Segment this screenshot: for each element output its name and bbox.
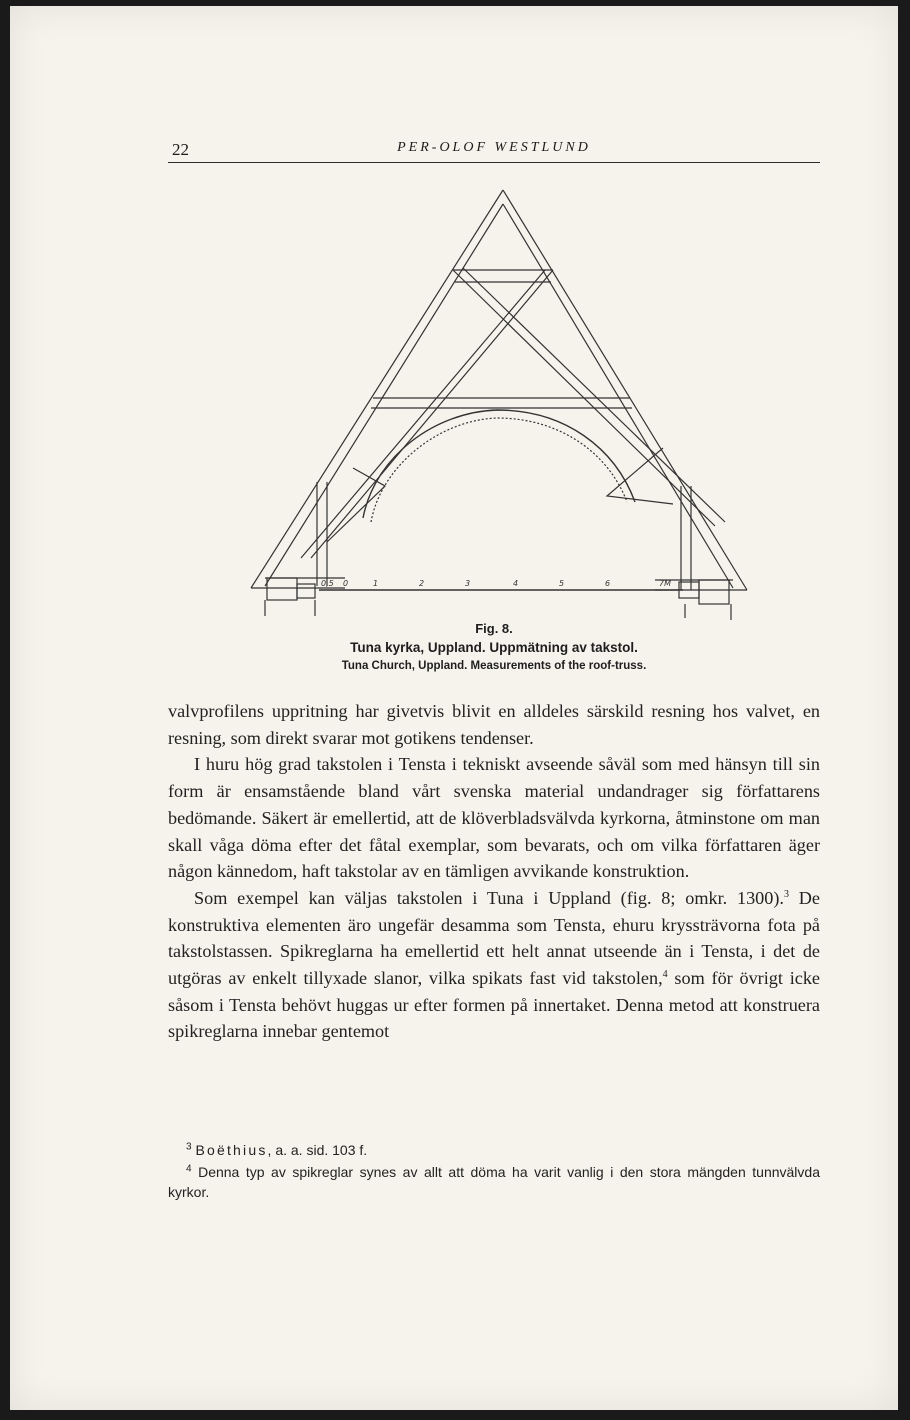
scale-label: 0,5 bbox=[321, 579, 334, 588]
footnote-text: Denna typ av spikreglar synes av allt att döma ha varit vanlig i den stora mängden tunnvälvda kyrkor. bbox=[168, 1164, 820, 1200]
footnote-ref[interactable]: 3 bbox=[783, 888, 789, 900]
scale-label: 5 bbox=[559, 579, 565, 588]
vault-curve-inner bbox=[371, 418, 627, 522]
footnote-mark: 4 bbox=[186, 1163, 192, 1175]
paragraph: I huru hög grad takstolen i Tensta i tekniskt avseende såväl som med hänsyn till sin form är ensamstående bland vårt svenska material undandrager sig författarens bedömande. Säkert är emellertid, att de klöverbladsvälvda kyrkorna, åtminstone om man skall våga döma efter det fåtal exemplar, som bevarats, och om vilka författaren äger någon kännedom, haft takstolar av en tämligen avvikande konstruktion. bbox=[168, 754, 820, 882]
scale-label: 2 bbox=[419, 579, 425, 588]
footnote-mark: 3 bbox=[186, 1141, 192, 1153]
upper-collar-beam bbox=[453, 270, 553, 282]
figure-caption-swedish: Tuna kyrka, Uppland. Uppmätning av takstol. bbox=[350, 640, 638, 655]
scale-label: 4 bbox=[513, 579, 519, 588]
left-tassel bbox=[297, 584, 315, 598]
roof-truss-figure bbox=[235, 186, 755, 626]
footnote-ref[interactable]: 4 bbox=[662, 968, 668, 980]
scale-label: 0 bbox=[343, 579, 349, 588]
scale-label: 1 bbox=[373, 579, 379, 588]
footnote-text: , a. a. sid. 103 f. bbox=[267, 1142, 368, 1158]
scale-label: 6 bbox=[605, 579, 611, 588]
right-rafter-inner bbox=[503, 204, 733, 588]
book-page bbox=[10, 6, 898, 1410]
figure-number: Fig. 8. bbox=[475, 621, 513, 636]
left-rafter-inner bbox=[265, 204, 503, 586]
roof-truss-drawing bbox=[235, 186, 755, 626]
left-rafter-outer bbox=[251, 190, 503, 588]
right-wall-plate bbox=[699, 580, 729, 604]
paragraph-text: De konstruktiva elementen äro ungefär desamma som Tensta, ehuru kryssträvorna fota på takstolstassen. Spikreglarna ha emellertid ett helt annat utseende än i Tensta, i det de utgöras av enkelt tillyxade slanor, vilka spikats fast vid takstolen, bbox=[168, 887, 820, 989]
page-number: 22 bbox=[172, 140, 189, 159]
footnotes bbox=[168, 1140, 820, 1204]
figure-caption-english: Tuna Church, Uppland. Measurements of the roof-truss. bbox=[341, 660, 647, 672]
body-text bbox=[168, 698, 820, 1045]
left-wall bbox=[265, 600, 315, 616]
cross-brace-left bbox=[301, 270, 553, 558]
page-header bbox=[168, 134, 820, 163]
paragraph-text: som för övrigt icke såsom i Tensta behövt huggas ur efter formen på innertaket. Denna metod att konstruera spikreglarna innebar gentemot bbox=[168, 968, 821, 1042]
paragraph bbox=[168, 885, 820, 1045]
left-wall-plate bbox=[267, 578, 297, 600]
right-wall bbox=[685, 604, 731, 620]
paragraph: valvprofilens uppritning har givetvis blivit en alldeles särskild resning hos valvet, en resning, som direkt svarar mot gotikens tendenser. bbox=[168, 701, 820, 748]
paragraph-text: Som exempel kan väljas takstolen i Tuna i Uppland (fig. 8; omkr. 1300). bbox=[194, 887, 784, 908]
scale-label: 7M bbox=[659, 579, 671, 588]
running-head: PER-OLOF WESTLUND bbox=[397, 140, 591, 155]
footnote-author: Boëthius bbox=[195, 1142, 268, 1158]
footnote-3 bbox=[168, 1140, 820, 1160]
vault-curve bbox=[363, 410, 635, 518]
right-rafter-outer bbox=[503, 190, 747, 590]
scale-label: 3 bbox=[465, 579, 471, 588]
footnote-4 bbox=[168, 1162, 820, 1202]
